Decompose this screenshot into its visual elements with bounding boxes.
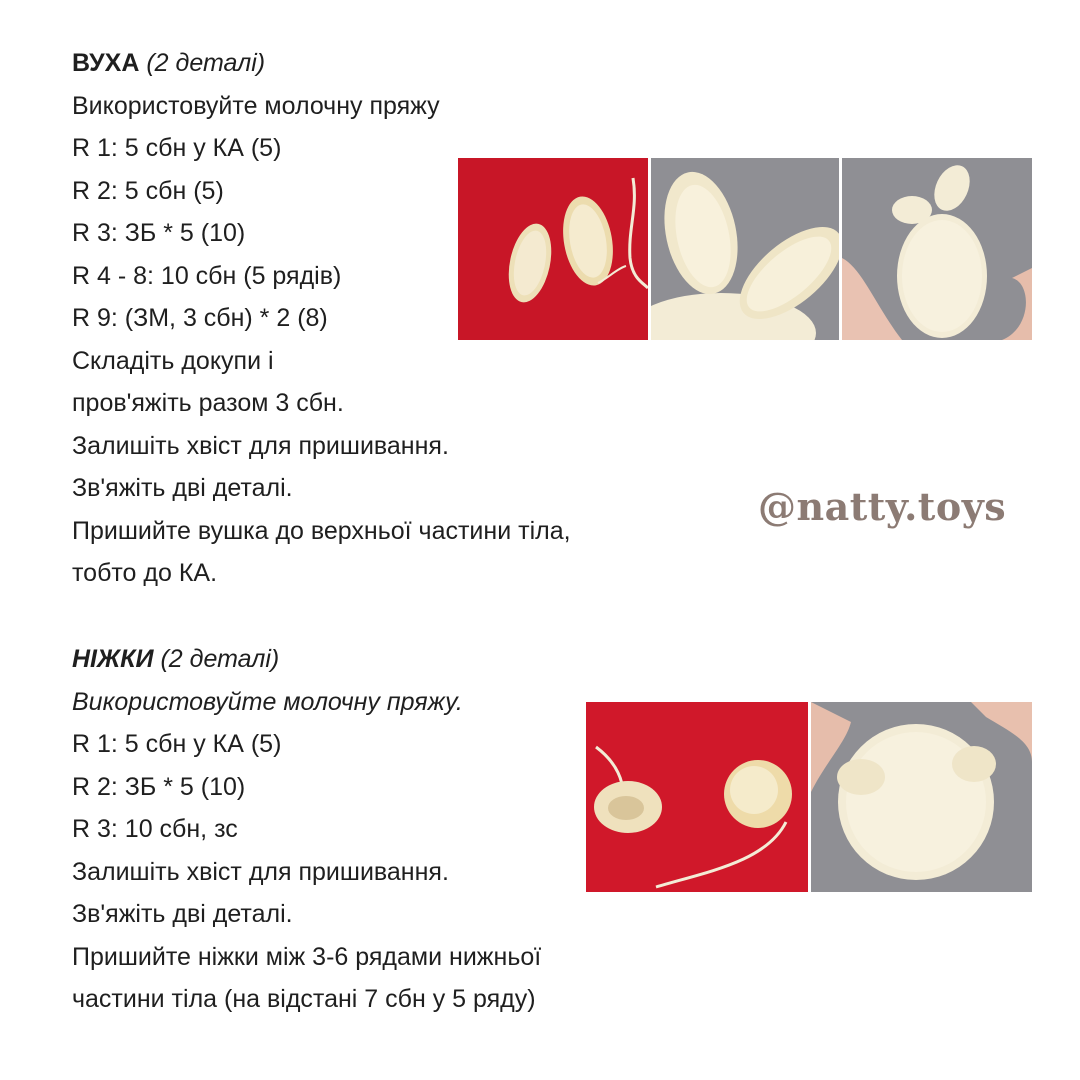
ears-line-fold: Складіть докупи і [72, 346, 274, 375]
legs-line-r2: R 2: ЗБ * 5 (10) [72, 772, 246, 801]
legs-section [72, 638, 541, 1021]
ears-line-r1: R 1: 5 сбн у КА (5) [72, 134, 282, 162]
photo-leg-pieces [586, 702, 808, 892]
legs-line-sew: Пришийте ніжки між 3-6 рядами нижньої [72, 942, 542, 971]
legs-line-r1: R 1: 5 сбн у КА (5) [72, 730, 282, 758]
ears-line-r9: R 9: (ЗМ, 3 сбн) * 2 (8) [72, 304, 328, 332]
ears-line-two-parts: Зв'яжіть дві деталі. [72, 474, 293, 502]
ears-line-tail: Залишіть хвіст для пришивання. [72, 431, 449, 460]
legs-line-r3: R 3: 10 сбн, зс [72, 815, 238, 843]
ears-line-join: пров'яжіть разом 3 сбн. [72, 389, 344, 417]
ears-line-yarn: Використовуйте молочну пряжу [72, 91, 440, 120]
legs-line-tail: Залишіть хвіст для пришивання. [72, 857, 449, 886]
legs-title: НІЖКИ [72, 645, 154, 673]
ears-line-r2: R 2: 5 сбн (5) [72, 176, 224, 205]
ears-title: ВУХА [72, 49, 140, 77]
ears-heading [72, 42, 571, 85]
legs-line-two-parts: Зв'яжіть дві деталі. [72, 900, 293, 928]
legs-line-sew-position: частини тіла (на відстані 7 сбн у 5 ряду) [72, 985, 536, 1013]
legs-line-yarn: Використовуйте молочну пряжу. [72, 687, 463, 716]
watermark-handle: @natty.toys [758, 484, 1007, 529]
photo-ears-closeup [651, 158, 839, 340]
ears-line-sew: Пришийте вушка до верхньої частини тіла, [72, 516, 571, 545]
photo-egg-with-ears [842, 158, 1032, 340]
ears-line-r3: R 3: ЗБ * 5 (10) [72, 219, 246, 247]
photo-body-with-legs [811, 702, 1032, 892]
legs-heading [72, 638, 541, 681]
ears-line-sew-ka: тобто до КА. [72, 559, 218, 587]
legs-count-note: (2 деталі) [160, 645, 280, 673]
ears-count-note: (2 деталі) [146, 49, 266, 77]
photo-ear-pieces [458, 158, 648, 340]
ears-line-r4-8: R 4 - 8: 10 сбн (5 рядів) [72, 261, 342, 290]
